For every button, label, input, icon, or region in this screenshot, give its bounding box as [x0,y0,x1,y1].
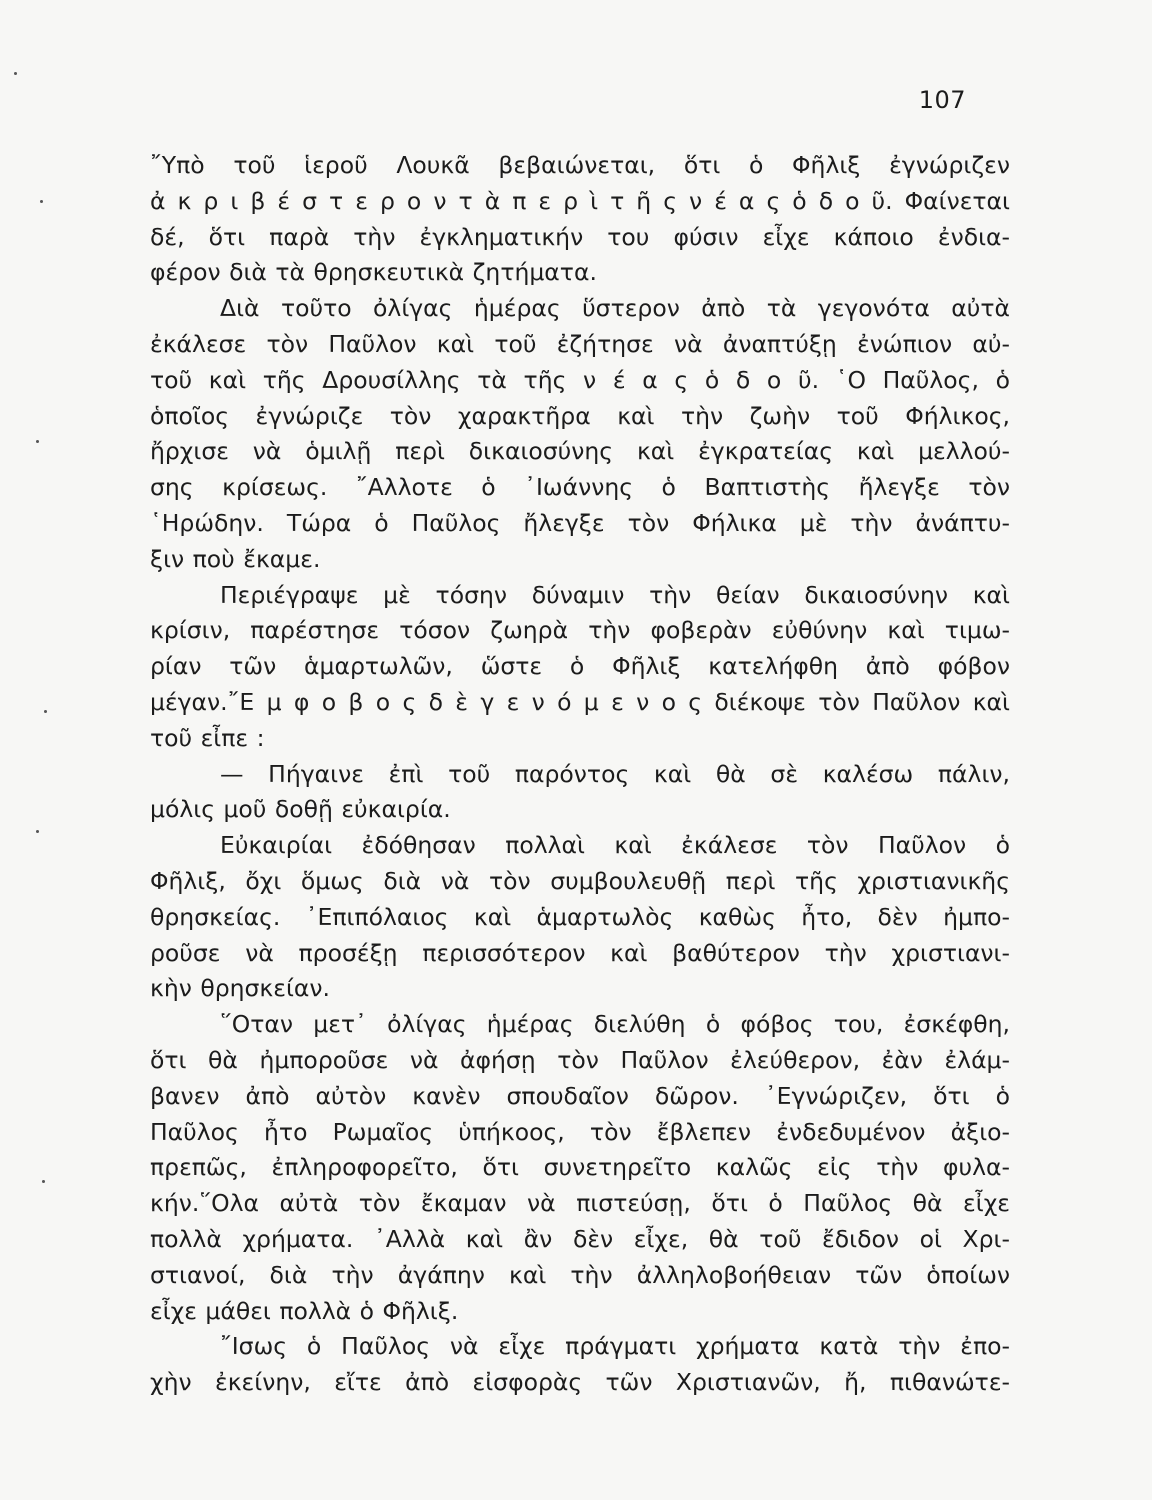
text-line: ροῦσε νὰ προσέξῃ περισσότερον καὶ βαθύτερον τὴν χριστιανι- [150,938,1010,967]
text-line: ξιν ποὺ ἔκαμε. [150,544,321,573]
text-line: Παῦλος ἦτο Ρωμαῖος ὑπήκοος, τὸν ἔβλεπεν ἐνδεδυμένον ἀξιο- [150,1117,1010,1146]
margin-speck [42,1180,45,1183]
text-line: εἶχε μάθει πολλὰ ὁ Φῆλιξ. [150,1296,459,1325]
text-line: πρεπῶς, ἐπληροφορεῖτο, ὅτι συνετηρεῖτο καλῶς εἰς τὴν φυλα- [150,1153,1010,1182]
text-line: ὅτι θὰ ἠμποροῦσε νὰ ἀφήσῃ τὸν Παῦλον ἐλεύθερον, ἐὰν ἐλάμ- [150,1045,1010,1074]
text-line: μόλις μοῦ δοθῇ εὐκαιρία. [150,795,451,824]
text-line: κήν.῞Ολα αὐτὰ τὸν ἔκαμαν νὰ πιστεύσῃ, ὅτι ὁ Παῦλος θὰ εἶχε [150,1189,1010,1218]
text-line: τοῦ καὶ τῆς Δρουσίλλης τὰ τῆς ν έ α ς ὁ δ ο ῦ. ῾Ο Παῦλος, ὁ [150,365,1010,394]
text-line: φέρον διὰ τὰ θρησκευτικὰ ζητήματα. [150,258,597,287]
margin-speck [40,200,43,203]
text-line: θρησκείας. ᾿Επιπόλαιος καὶ ἁμαρτωλὸς καθὼς ἦτο, δὲν ἠμπο- [150,902,1010,931]
text-line: ἀ κ ρ ι β έ σ τ ε ρ ο ν τ ὰ π ε ρ ὶ τ ῆ ς ν έ α ς ὁ δ ο ῦ. Φαίνεται [150,186,1010,215]
text-line: τοῦ εἶπε : [150,723,265,752]
text-line: ῾Ηρώδην. Τώρα ὁ Παῦλος ἤλεγξε τὸν Φήλικα μὲ τὴν ἀνάπτυ- [150,508,1010,537]
text-line: ὁποῖος ἐγνώριζε τὸν χαρακτῆρα καὶ τὴν ζωὴν τοῦ Φήλικος, [150,401,1010,430]
text-line: κρίσιν, παρέστησε τόσον ζωηρὰ τὴν φοβερὰν εὐθύνην καὶ τιμω- [150,616,1010,645]
text-line: βανεν ἀπὸ αὐτὸν κανὲν σπουδαῖον δῶρον. ᾿Εγνώριζεν, ὅτι ὁ [150,1081,1010,1110]
text-line: μέγαν.῎Ε μ φ ο β ο ς δ ὲ γ ε ν ό μ ε ν ο ς διέκοψε τὸν Παῦλον καὶ [150,687,1010,716]
text-line: ῞Οταν μετ᾿ ὀλίγας ἡμέρας διελύθη ὁ φόβος του, ἐσκέφθη, [220,1010,1010,1039]
text-line: ρίαν τῶν ἁμαρτωλῶν, ὥστε ὁ Φῆλιξ κατελήφθη ἀπὸ φόβον [150,652,1010,681]
margin-speck [44,710,47,713]
text-line: ῎Υπὸ τοῦ ἱεροῦ Λουκᾶ βεβαιώνεται, ὅτι ὁ Φῆλιξ ἐγνώριζεν [150,151,1010,179]
margin-speck [36,830,39,833]
text-line: χὴν ἐκείνην, εἴτε ἀπὸ εἰσφορὰς τῶν Χριστιανῶν, ἤ, πιθανώτε- [150,1368,1010,1397]
text-line: Φῆλιξ, ὄχι ὅμως διὰ νὰ τὸν συμβουλευθῇ περὶ τῆς χριστιανικῆς [150,866,1010,895]
text-line: ῎Ισως ὁ Παῦλος νὰ εἶχε πράγματι χρήματα κατὰ τὴν ἐπο- [220,1332,1010,1361]
margin-speck [14,72,17,75]
text-line: σης κρίσεως. ῎Αλλοτε ὁ ᾿Ιωάννης ὁ Βαπτιστὴς ἤλεγξε τὸν [150,473,1010,502]
text-line: στιανοί, διὰ τὴν ἀγάπην καὶ τὴν ἀλληλοβοήθειαν τῶν ὁποίων [150,1260,1010,1289]
text-line: κὴν θρησκείαν. [150,974,331,1003]
text-line: ἤρχισε νὰ ὁμιλῇ περὶ δικαιοσύνης καὶ ἐγκρατείας καὶ μελλού- [150,437,1010,466]
text-line: Περιέγραψε μὲ τόσην δύναμιν τὴν θείαν δικαιοσύνην καὶ [220,580,1010,609]
text-line: — Πήγαινε ἐπὶ τοῦ παρόντος καὶ θὰ σὲ καλέσω πάλιν, [220,759,1010,788]
text-line: Εὐκαιρίαι ἐδόθησαν πολλαὶ καὶ ἐκάλεσε τὸν Παῦλον ὁ [220,831,1010,860]
text-line: δέ, ὅτι παρὰ τὴν ἐγκληματικήν του φύσιν εἶχε κάποιο ἐνδια- [150,222,1010,251]
body-text [150,148,1010,1401]
text-line: Διὰ τοῦτο ὀλίγας ἡμέρας ὕστερον ἀπὸ τὰ γεγονότα αὐτὰ [220,294,1010,323]
page-number: 107 [918,86,966,114]
margin-speck [36,440,39,443]
text-line: ἐκάλεσε τὸν Παῦλον καὶ τοῦ ἐζήτησε νὰ ἀναπτύξῃ ἐνώπιον αὐ- [150,329,1010,358]
text-line: πολλὰ χρήματα. ᾿Αλλὰ καὶ ἂν δὲν εἶχε, θὰ τοῦ ἔδιδον οἱ Χρι- [150,1224,1010,1253]
